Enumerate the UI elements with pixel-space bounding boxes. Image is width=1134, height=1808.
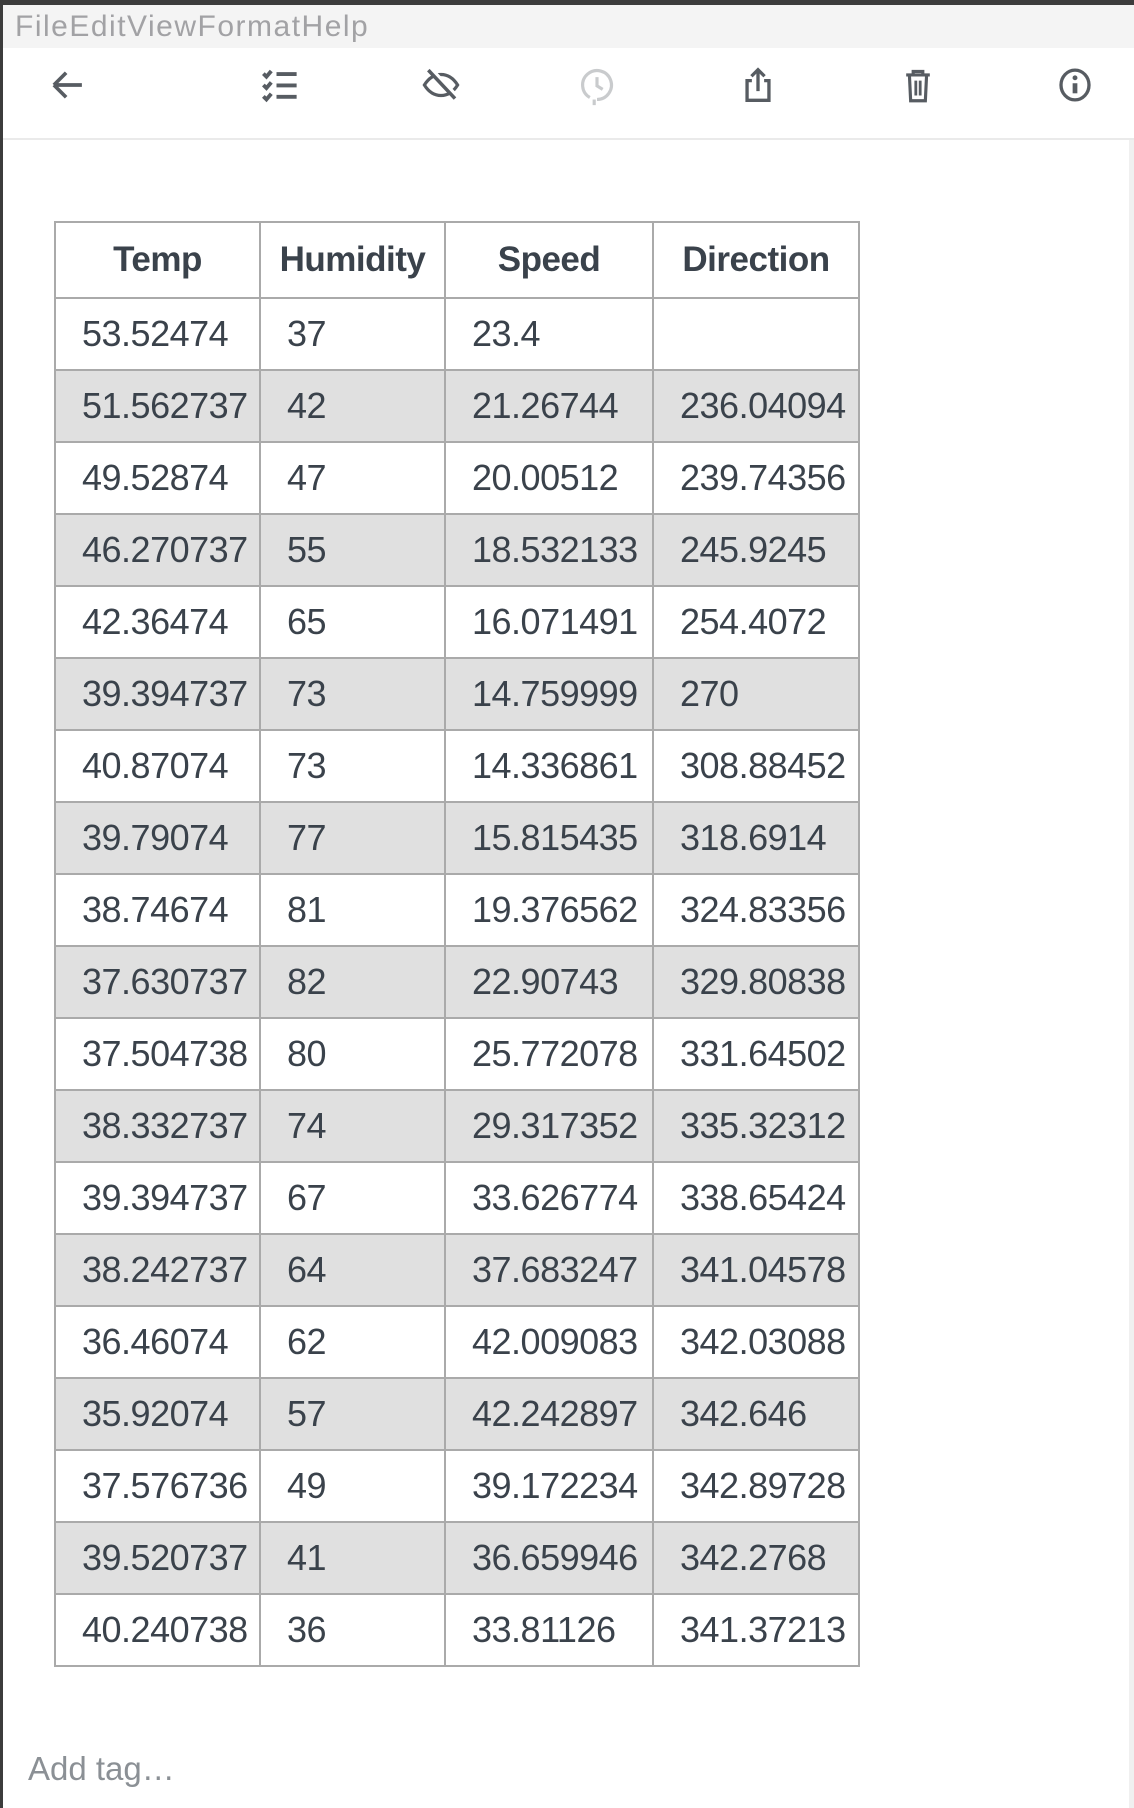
- table-cell[interactable]: 329.80838: [653, 946, 859, 1018]
- table-cell[interactable]: 42.242897: [445, 1378, 653, 1450]
- visibility-off-icon: [420, 64, 462, 106]
- table-cell[interactable]: 341.37213: [653, 1594, 859, 1666]
- table-cell[interactable]: 73: [260, 730, 445, 802]
- table-cell[interactable]: 22.90743: [445, 946, 653, 1018]
- window-left-border: [0, 0, 3, 1808]
- table-cell[interactable]: 37.504738: [55, 1018, 260, 1090]
- table-cell[interactable]: 18.532133: [445, 514, 653, 586]
- table-cell[interactable]: 39.394737: [55, 658, 260, 730]
- table-cell[interactable]: 16.071491: [445, 586, 653, 658]
- table-row: [55, 298, 859, 370]
- checklist-icon: [259, 64, 301, 106]
- table-cell[interactable]: 42: [260, 370, 445, 442]
- table-row: [55, 658, 859, 730]
- table-row: [55, 1594, 859, 1666]
- table-row: [55, 1306, 859, 1378]
- table-cell[interactable]: 38.74674: [55, 874, 260, 946]
- table-cell[interactable]: 74: [260, 1090, 445, 1162]
- table-row: [55, 514, 859, 586]
- table-cell[interactable]: 342.89728: [653, 1450, 859, 1522]
- table-cell[interactable]: 29.317352: [445, 1090, 653, 1162]
- table-cell[interactable]: 49: [260, 1450, 445, 1522]
- menu-bar: [3, 5, 1134, 48]
- table-cell[interactable]: 33.81126: [445, 1594, 653, 1666]
- menu-help[interactable]: Help: [301, 9, 370, 43]
- column-header[interactable]: Direction: [653, 222, 859, 298]
- table-row: [55, 442, 859, 514]
- info-icon: [1054, 64, 1096, 106]
- menu-file[interactable]: File: [15, 9, 70, 43]
- table-cell[interactable]: 62: [260, 1306, 445, 1378]
- add-tag-input[interactable]: Add tag…: [28, 1750, 175, 1787]
- table-row: [55, 1162, 859, 1234]
- table-cell[interactable]: 53.52474: [55, 298, 260, 370]
- table-cell[interactable]: 342.646: [653, 1378, 859, 1450]
- table-cell[interactable]: 254.4072: [653, 586, 859, 658]
- table-cell[interactable]: 77: [260, 802, 445, 874]
- table-row: [55, 874, 859, 946]
- table-cell[interactable]: 36.46074: [55, 1306, 260, 1378]
- table-cell[interactable]: 35.92074: [55, 1378, 260, 1450]
- table-cell[interactable]: 55: [260, 514, 445, 586]
- table-cell[interactable]: 42.36474: [55, 586, 260, 658]
- table-cell[interactable]: 40.87074: [55, 730, 260, 802]
- table-cell[interactable]: 42.009083: [445, 1306, 653, 1378]
- table-cell[interactable]: 65: [260, 586, 445, 658]
- table-cell[interactable]: 25.772078: [445, 1018, 653, 1090]
- column-header[interactable]: Speed: [445, 222, 653, 298]
- table-cell[interactable]: 39.394737: [55, 1162, 260, 1234]
- table-cell[interactable]: 38.332737: [55, 1090, 260, 1162]
- table-cell[interactable]: 39.520737: [55, 1522, 260, 1594]
- table-cell[interactable]: 36: [260, 1594, 445, 1666]
- table-cell[interactable]: 67: [260, 1162, 445, 1234]
- column-header[interactable]: Humidity: [260, 222, 445, 298]
- table-cell[interactable]: 39.79074: [55, 802, 260, 874]
- table-body: [55, 298, 859, 1666]
- menu-view[interactable]: View: [127, 9, 198, 43]
- table-cell[interactable]: 342.2768: [653, 1522, 859, 1594]
- table-cell[interactable]: 51.562737: [55, 370, 260, 442]
- hide-values-button[interactable]: [413, 57, 469, 113]
- table-row: [55, 1234, 859, 1306]
- table-cell[interactable]: 20.00512: [445, 442, 653, 514]
- table-cell[interactable]: 37: [260, 298, 445, 370]
- table-cell[interactable]: 245.9245: [653, 514, 859, 586]
- history-icon: [576, 64, 618, 106]
- table-cell[interactable]: 236.04094: [653, 370, 859, 442]
- table-cell[interactable]: 37.683247: [445, 1234, 653, 1306]
- table-cell[interactable]: 239.74356: [653, 442, 859, 514]
- table-row: [55, 370, 859, 442]
- table-cell[interactable]: 331.64502: [653, 1018, 859, 1090]
- back-arrow-icon: [46, 64, 88, 106]
- table-cell[interactable]: 81: [260, 874, 445, 946]
- table-cell[interactable]: 36.659946: [445, 1522, 653, 1594]
- history-button[interactable]: [569, 57, 625, 113]
- table-cell[interactable]: 338.65424: [653, 1162, 859, 1234]
- table-row: [55, 730, 859, 802]
- table-cell[interactable]: 39.172234: [445, 1450, 653, 1522]
- back-button[interactable]: [39, 57, 95, 113]
- menu-edit[interactable]: Edit: [69, 9, 128, 43]
- data-table: [54, 221, 860, 1667]
- table-cell[interactable]: 37.576736: [55, 1450, 260, 1522]
- table-row: [55, 1090, 859, 1162]
- table-cell[interactable]: 73: [260, 658, 445, 730]
- menu-format[interactable]: Format: [197, 9, 302, 43]
- table-row: [55, 1018, 859, 1090]
- table-cell[interactable]: 318.6914: [653, 802, 859, 874]
- table-cell[interactable]: 47: [260, 442, 445, 514]
- table-cell[interactable]: 80: [260, 1018, 445, 1090]
- table-cell[interactable]: 33.626774: [445, 1162, 653, 1234]
- table-cell[interactable]: 40.240738: [55, 1594, 260, 1666]
- table-cell[interactable]: 82: [260, 946, 445, 1018]
- table-cell[interactable]: 41: [260, 1522, 445, 1594]
- table-cell[interactable]: 308.88452: [653, 730, 859, 802]
- table-row: [55, 802, 859, 874]
- table-cell[interactable]: [653, 298, 859, 370]
- table-cell[interactable]: 342.03088: [653, 1306, 859, 1378]
- share-icon: [737, 64, 779, 106]
- table-cell[interactable]: 19.376562: [445, 874, 653, 946]
- column-header[interactable]: Temp: [55, 222, 260, 298]
- table-row: [55, 1378, 859, 1450]
- toolbar: [3, 48, 1134, 140]
- table-row: [55, 1450, 859, 1522]
- scrollbar-track[interactable]: [1129, 140, 1134, 1808]
- table-header-row: [55, 222, 859, 298]
- table-row: [55, 946, 859, 1018]
- table-cell[interactable]: 14.759999: [445, 658, 653, 730]
- table-row: [55, 1522, 859, 1594]
- table-cell[interactable]: 38.242737: [55, 1234, 260, 1306]
- table-cell[interactable]: 14.336861: [445, 730, 653, 802]
- info-button[interactable]: [1047, 57, 1103, 113]
- table-cell[interactable]: 64: [260, 1234, 445, 1306]
- table-cell[interactable]: 57: [260, 1378, 445, 1450]
- table-cell[interactable]: 341.04578: [653, 1234, 859, 1306]
- table-cell[interactable]: 324.83356: [653, 874, 859, 946]
- table-cell[interactable]: 270: [653, 658, 859, 730]
- table-cell[interactable]: 23.4: [445, 298, 653, 370]
- table-cell[interactable]: 335.32312: [653, 1090, 859, 1162]
- table-cell[interactable]: 37.630737: [55, 946, 260, 1018]
- table-cell[interactable]: 49.52874: [55, 442, 260, 514]
- table-cell[interactable]: 46.270737: [55, 514, 260, 586]
- checklist-button[interactable]: [252, 57, 308, 113]
- table-cell[interactable]: 21.26744: [445, 370, 653, 442]
- delete-icon: [897, 64, 939, 106]
- share-button[interactable]: [730, 57, 786, 113]
- table-cell[interactable]: 15.815435: [445, 802, 653, 874]
- delete-button[interactable]: [890, 57, 946, 113]
- table-row: [55, 586, 859, 658]
